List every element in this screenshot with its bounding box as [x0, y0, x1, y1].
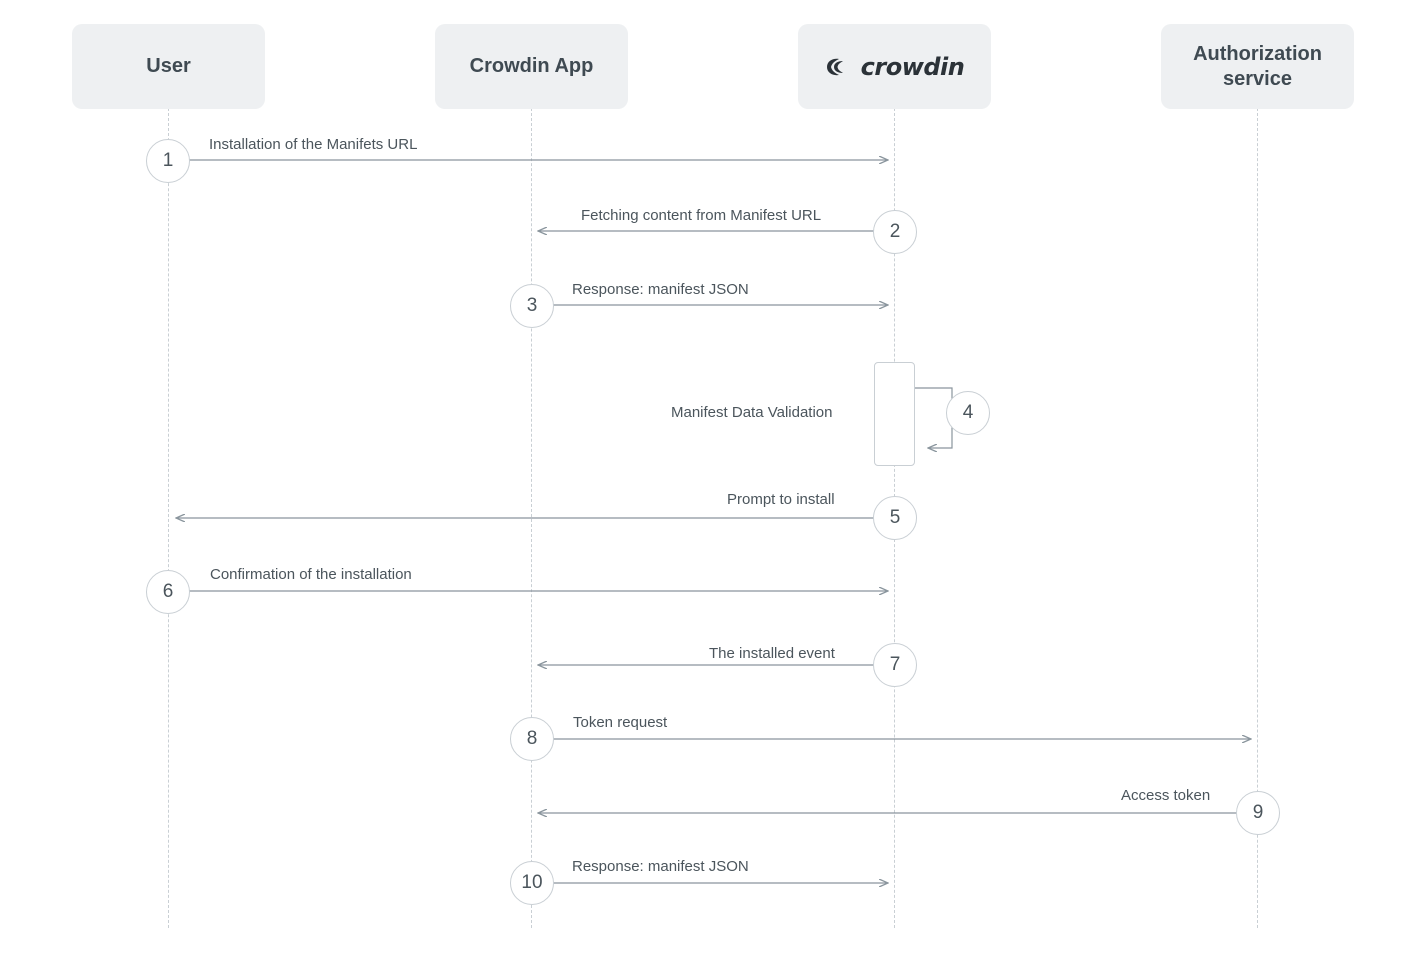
- actor-user: [72, 24, 265, 109]
- crowdin-logo: [825, 53, 965, 81]
- step-number-4: 4: [946, 391, 990, 435]
- actor-authorization-service: [1161, 24, 1354, 109]
- step-number-2: 2: [873, 210, 917, 254]
- message-label-5: Prompt to install: [727, 491, 835, 508]
- message-label-2: Fetching content from Manifest URL: [581, 207, 822, 224]
- message-label-6: Confirmation of the installation: [210, 566, 412, 583]
- message-label-9: Access token: [1121, 787, 1211, 804]
- actor-crowdin-app: [435, 24, 628, 109]
- step-number-8: 8: [510, 717, 554, 761]
- step-number-1: 1: [146, 139, 190, 183]
- lifeline-crowdin-app: [531, 108, 532, 928]
- actor-user-label: User: [146, 55, 191, 77]
- step-number-7: 7: [873, 643, 917, 687]
- crowdin-mark-icon: [825, 55, 855, 79]
- step-number-6: 6: [146, 570, 190, 614]
- message-label-4: Manifest Data Validation: [671, 404, 833, 421]
- message-label-1: Installation of the Manifets URL: [209, 136, 418, 153]
- crowdin-wordmark-label: crowdin: [860, 52, 965, 81]
- message-label-3: Response: manifest JSON: [572, 281, 749, 298]
- message-label-10: Response: manifest JSON: [572, 858, 749, 875]
- lifeline-user: [168, 108, 169, 928]
- actor-crowdin-app-label: Crowdin App: [469, 55, 594, 77]
- step-number-10: 10: [510, 861, 554, 905]
- actor-crowdin: [798, 24, 991, 109]
- step-number-3: 3: [510, 284, 554, 328]
- message-label-8: Token request: [573, 714, 668, 731]
- actor-authorization-service-label-line2: service: [1223, 67, 1292, 90]
- message-label-7: The installed event: [709, 645, 835, 662]
- activation-bar-crowdin: [874, 362, 915, 466]
- step-number-5: 5: [873, 496, 917, 540]
- actor-authorization-service-label-line1: Authorization: [1193, 42, 1322, 65]
- step-number-9: 9: [1236, 791, 1280, 835]
